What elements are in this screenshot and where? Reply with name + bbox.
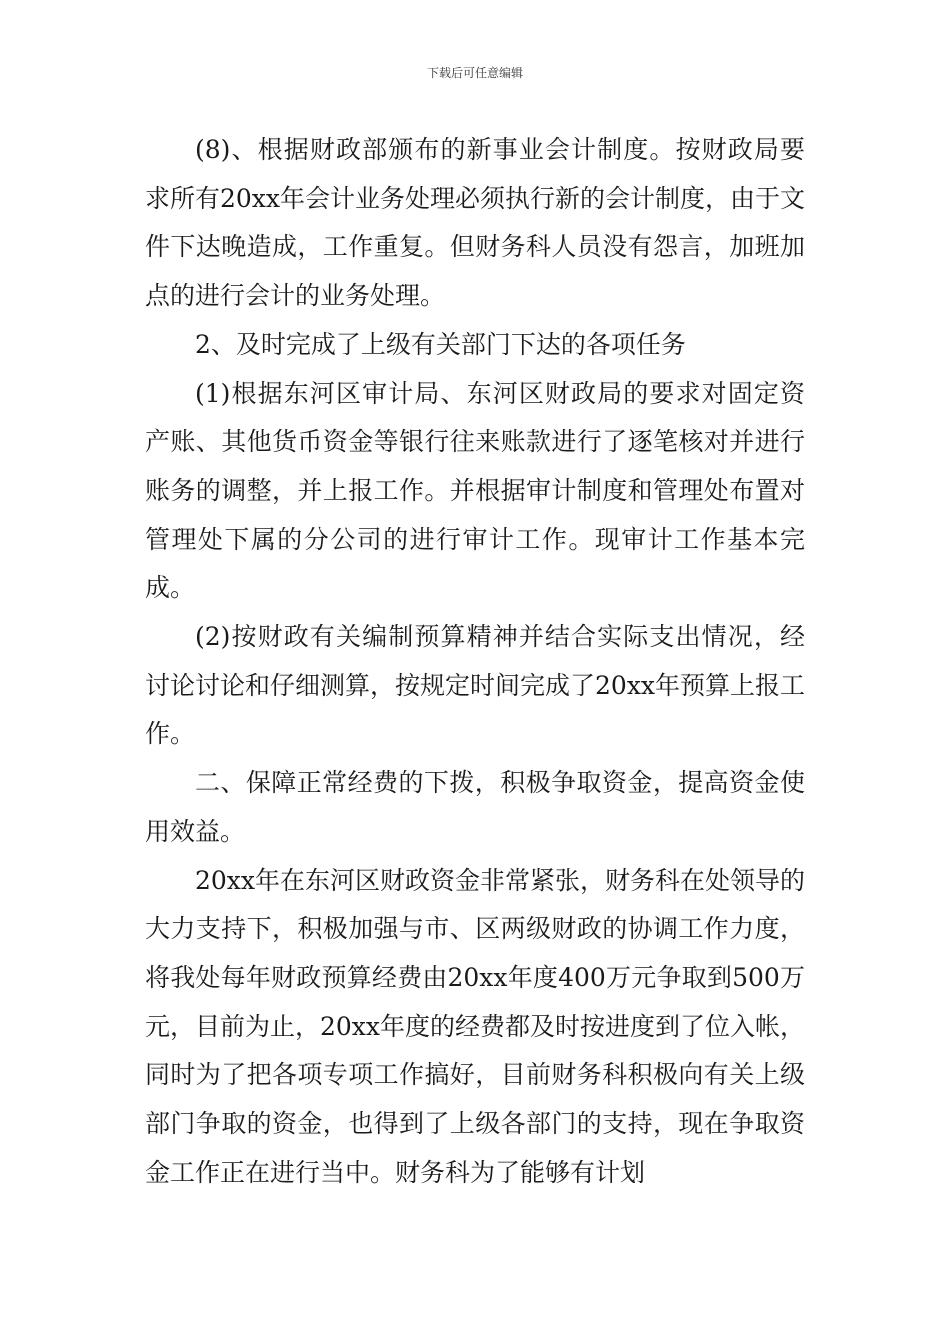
document-body	[145, 126, 805, 1197]
paragraph-funding: 20xx年在东河区财政资金非常紧张，财务科在处领导的大力支持下，积极加强与市、区两级财政的协调工作力度，将我处每年财政预算经费由20xx年度400万元争取到500万元，目前为止，20xx年度的经费都及时按进度到了位入帐，同时为了把各项专项工作搞好，目前财务科积极向有关上级部门争取的资金，也得到了上级各部门的支持，现在争取资金工作正在进行当中。财务科为了能够有计划	[145, 865, 806, 1187]
page-header: 下载后可任意编辑	[426, 66, 523, 80]
paragraph-audit-task: (1)根据东河区审计局、东河区财政局的要求对固定资产账、其他货币资金等银行往来账款进行了逐笔核对并进行账务的调整，并上报工作。并根据审计制度和管理处布置对管理处下属的分公司的进行审计工作。现审计工作基本完成。	[145, 378, 805, 603]
paragraph-budget-task: (2)按财政有关编制预算精神并结合实际支出情况，经讨论讨论和仔细测算，按规定时间完成了20xx年预算上报工作。	[145, 622, 806, 749]
paragraph-accounting-system: (8)、根据财政部颁布的新事业会计制度。按财政局要求所有20xx年会计业务处理必须执行新的会计制度，由于文件下达晚造成，工作重复。但财务科人员没有怨言，加班加点的进行会计的业务处理。	[145, 135, 806, 311]
paragraph-section-2-heading: 2、及时完成了上级有关部门下达的各项任务	[195, 329, 686, 359]
paragraph-section-two-heading: 二、保障正常经费的下拨，积极争取资金，提高资金使用效益。	[145, 768, 805, 846]
